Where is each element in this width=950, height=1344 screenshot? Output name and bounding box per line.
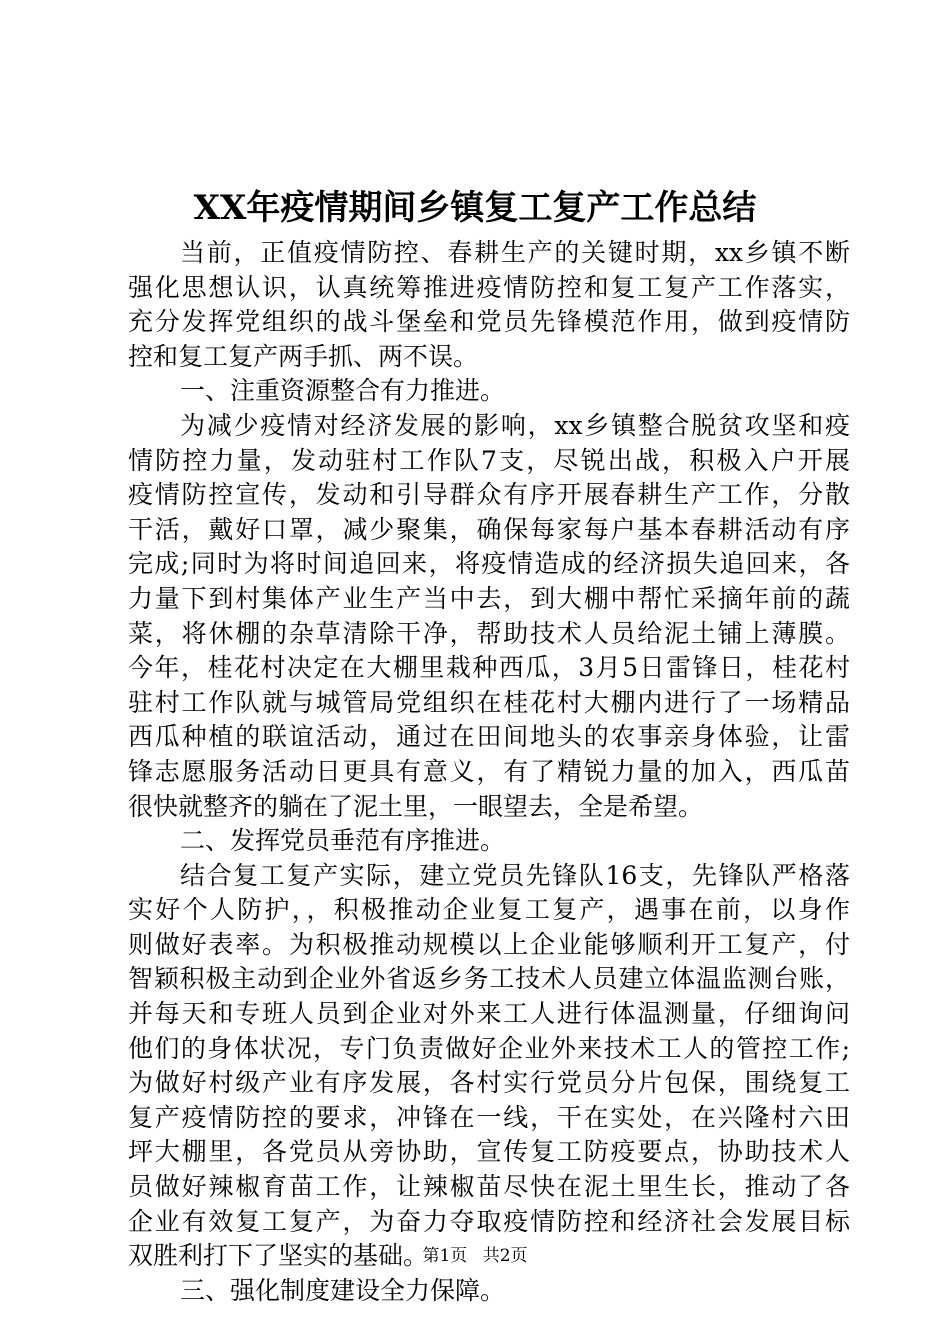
paragraph-line: 菜，将休棚的杂草清除干净，帮助技术人员给泥土铺上薄膜。 [128,618,850,648]
paragraph-line: 员做好辣椒育苗工作，让辣椒苗尽快在泥土里生长，推动了各 [128,1172,850,1202]
paragraph-line: 坪大棚里，各党员从旁协助，宣传复工防疫要点，协助技术人 [128,1137,850,1167]
paragraph-line: 力量下到村集体产业生产当中去，到大棚中帮忙采摘年前的蔬 [128,583,850,613]
paragraph-line: 干活，戴好口罩，减少聚集，确保每家每户基本春耕活动有序 [128,514,850,544]
paragraph-line: 智颖积极主动到企业外省返乡务工技术人员建立体温监测台账， [128,964,850,994]
page-footer [0,1244,950,1268]
paragraph-line: 为减少疫情对经济发展的影响，xx乡镇整合脱贫攻坚和疫 [180,410,850,440]
paragraph-line: 今年，桂花村决定在大棚里栽种西瓜，3月5日雷锋日，桂花村 [128,653,850,683]
document-title: XX年疫情期间乡镇复工复产工作总结 [193,188,757,228]
paragraph-line: 复产疫情防控的要求，冲锋在一线，干在实处，在兴隆村六田 [128,1102,850,1132]
page-number: 第1页 [422,1246,468,1266]
paragraph-line: 驻村工作队就与城管局党组织在桂花村大棚内进行了一场精品 [128,687,850,717]
page-total: 共2页 [482,1246,528,1266]
paragraph-line: 疫情防控宣传，发动和引导群众有序开展春耕生产工作，分散 [128,480,850,510]
section-heading: 二、发挥党员垂范有序推进。 [180,826,506,856]
paragraph-line: 充分发挥党组织的战斗堡垒和党员先锋模范作用，做到疫情防 [128,307,850,337]
paragraph-line: 双胜利打下了坚实的基础。 [128,1241,429,1271]
paragraph-line: 则做好表率。为积极推动规模以上企业能够顺利开工复产，付 [128,929,850,959]
paragraph-line: 控和复工复产两手抓、两不误。 [128,341,479,371]
paragraph-line: 他们的身体状况，专门负责做好企业外来技术工人的管控工作; [128,1033,850,1063]
paragraph-line: 西瓜种植的联谊活动，通过在田间地头的农事亲身体验，让雷 [128,722,850,752]
paragraph-line: 企业有效复工复产，为奋力夺取疫情防控和经济社会发展目标 [128,1206,850,1236]
section-heading: 三、强化制度建设全力保障。 [180,1275,506,1305]
document-body [128,236,850,1308]
paragraph-line: 当前，正值疫情防控、春耕生产的关键时期，xx乡镇不断 [180,238,850,267]
section-heading: 一、注重资源整合有力推进。 [180,376,506,406]
paragraph-line: 完成;同时为将时间追回来，将疫情造成的经济损失追回来，各 [128,549,850,579]
paragraph-line: 并每天和专班人员到企业对外来工人进行体温测量，仔细询问 [128,999,850,1029]
paragraph-line: 情防控力量，发动驻村工作队7支，尽锐出战，积极入户开展 [128,445,850,475]
paragraph-line: 为做好村级产业有序发展，各村实行党员分片包保，围绕复工 [128,1068,850,1098]
paragraph-line: 很快就整齐的躺在了泥土里，一眼望去，全是希望。 [128,791,704,821]
paragraph-line: 实好个人防护，，积极推动企业复工复产，遇事在前，以身作 [128,895,850,925]
paragraph-line: 强化思想认识，认真统筹推进疫情防控和复工复产工作落实， [128,272,850,302]
paragraph-line: 结合复工复产实际，建立党员先锋队16支，先锋队严格落 [180,860,850,890]
paragraph-line: 锋志愿服务活动日更具有意义，有了精锐力量的加入，西瓜苗 [128,756,850,786]
